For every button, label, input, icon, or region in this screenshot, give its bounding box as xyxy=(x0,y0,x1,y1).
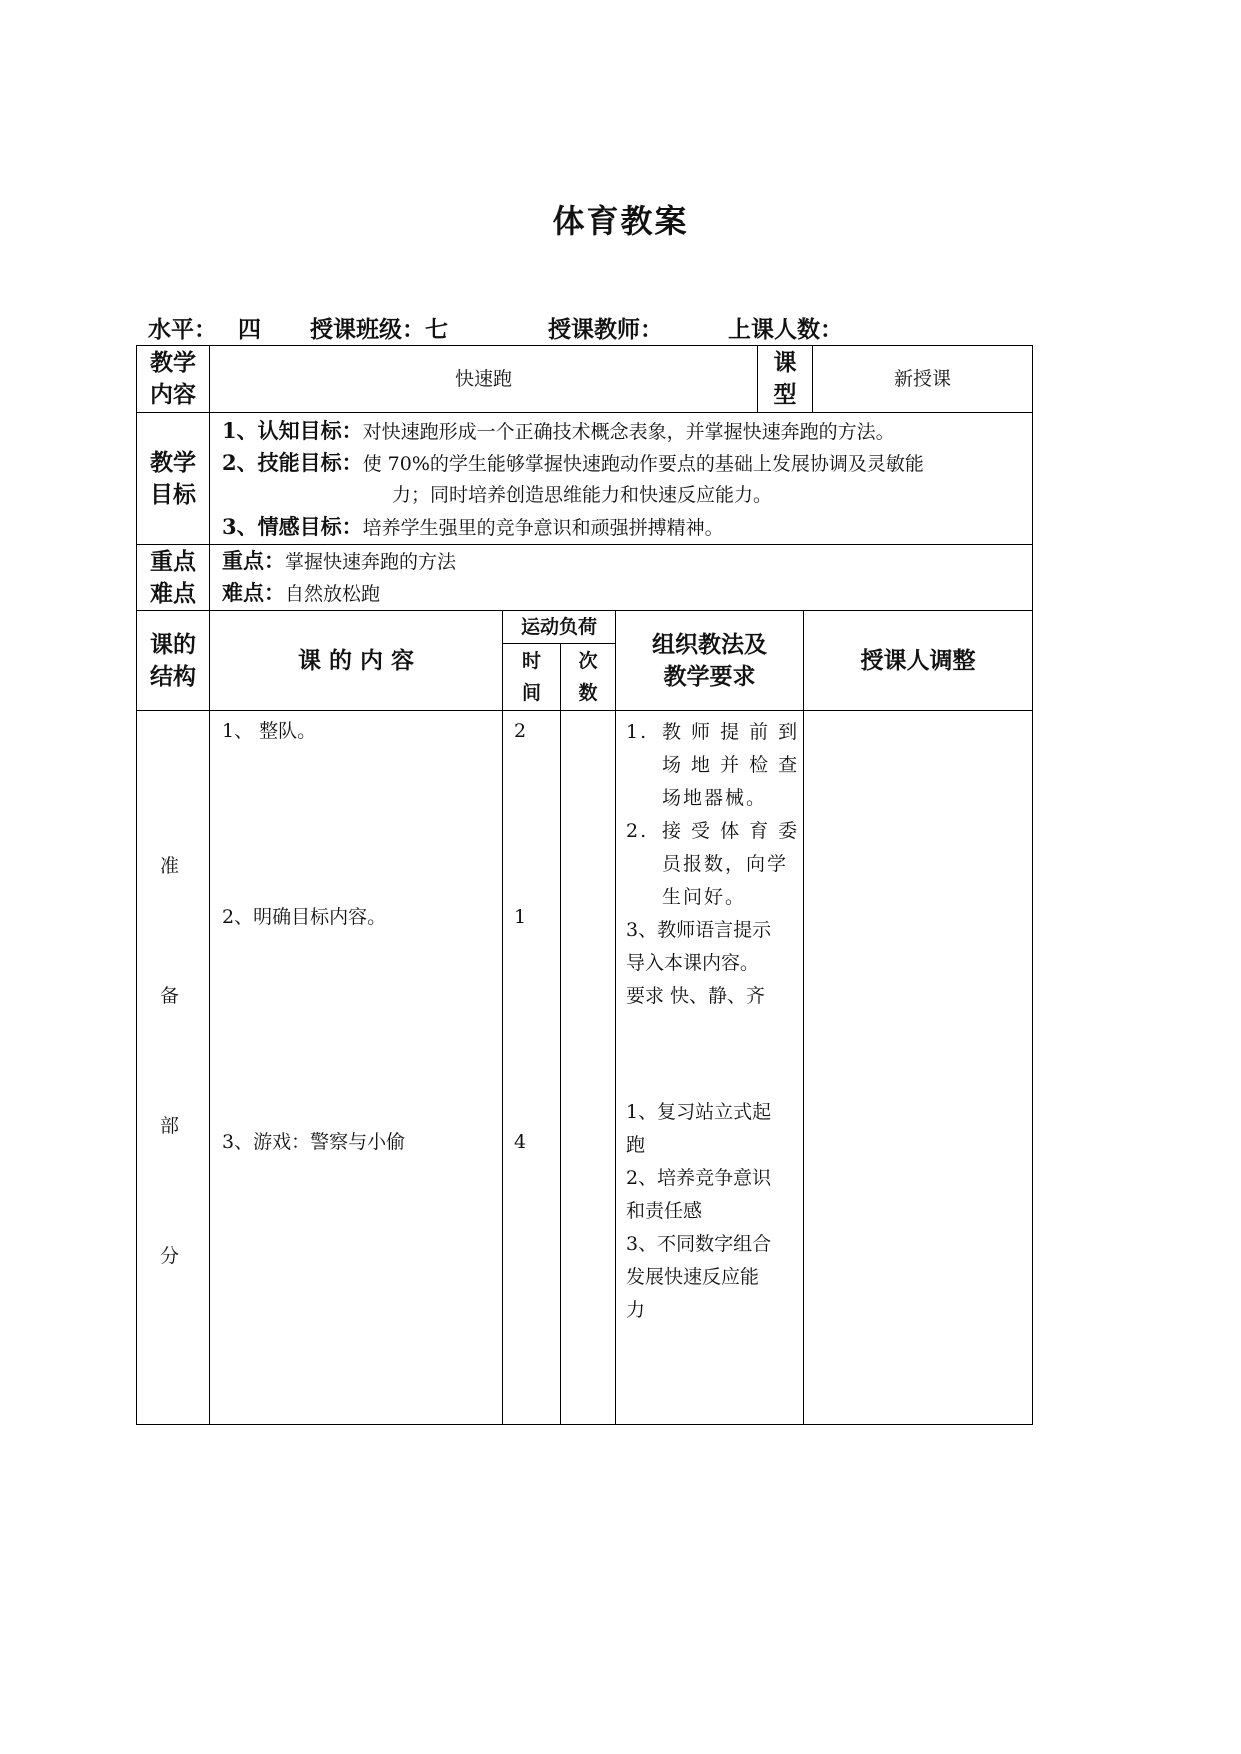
teacher-label: 授课教师： xyxy=(548,316,663,343)
section-name-char: 备 xyxy=(160,985,180,1007)
difficulty-text: 自然放松跑 xyxy=(285,583,381,605)
org-requirements-game xyxy=(626,1096,802,1327)
level-label: 水平： xyxy=(148,316,217,343)
org-header: 组织教法及教学要求 xyxy=(652,630,767,690)
count-label: 上课人数： xyxy=(728,316,843,343)
level-value: 四 xyxy=(238,316,261,343)
time-header: 时间 xyxy=(521,650,541,704)
org-line: 导入本课内容。 xyxy=(626,952,760,974)
page-title: 体育教案 xyxy=(552,202,689,240)
key-point-text: 掌握快速奔跑的方法 xyxy=(285,551,457,573)
goal-text: 使 70%的学生能够掌握快速跑动作要点的基础上发展协调及灵敏能 xyxy=(362,453,924,475)
org-paragraph xyxy=(626,716,802,815)
structure-header: 课的结构 xyxy=(150,630,196,690)
org-line: 力 xyxy=(626,1299,646,1321)
org-line: 2、培养竞争意识 xyxy=(626,1167,772,1189)
time-value: 4 xyxy=(514,1131,527,1153)
org-line: 接 受 体 育 委 xyxy=(662,820,800,842)
content-value: 快速跑 xyxy=(454,368,512,390)
org-line: 3、不同数字组合 xyxy=(626,1233,772,1255)
content-label: 教学内容 xyxy=(150,349,196,408)
type-label: 课型 xyxy=(773,349,797,408)
goal-label: 1、认知目标： xyxy=(222,418,363,443)
section-name-char: 准 xyxy=(160,855,180,877)
org-line: 要求 快、静、齐 xyxy=(626,985,766,1007)
org-line: 场地器械。 xyxy=(662,787,768,809)
org-line: 发展快速反应能 xyxy=(626,1266,760,1288)
org-line: 场 地 并 检 查 xyxy=(662,754,800,776)
content-header: 课 的 内 容 xyxy=(297,646,415,674)
org-line: 和责任感 xyxy=(626,1200,703,1222)
key-point-label: 重点： xyxy=(222,548,285,573)
content-item: 2、明确目标内容。 xyxy=(222,906,387,928)
goal-label: 3、情感目标： xyxy=(222,514,363,539)
class-label: 授课班级：七 xyxy=(310,316,448,343)
load-header: 运动负荷 xyxy=(520,616,597,638)
goal-item xyxy=(222,447,924,480)
content-item: 3、游戏：警察与小偷 xyxy=(222,1131,406,1153)
key-point xyxy=(222,545,456,578)
time-value: 2 xyxy=(514,720,527,742)
difficulty-point xyxy=(222,577,380,610)
time-value: 1 xyxy=(514,906,527,928)
org-line: 员报数，向学 xyxy=(662,853,789,875)
difficulty-label: 难点： xyxy=(222,580,285,605)
goal-text-continued: 力；同时培养创造思维能力和快速反应能力。 xyxy=(392,484,773,506)
org-line: 1、复习站立式起 xyxy=(626,1101,772,1123)
goal-text: 对快速跑形成一个正确技术概念表象，并掌握快速奔跑的方法。 xyxy=(362,421,895,443)
content-item: 1、 整队。 xyxy=(222,720,317,742)
section-name-char: 部 xyxy=(160,1115,180,1137)
org-number: 1. xyxy=(626,721,649,743)
type-value: 新授课 xyxy=(893,368,951,390)
org-number: 2. xyxy=(626,820,649,842)
section-name-char: 分 xyxy=(160,1245,180,1267)
org-paragraph xyxy=(626,815,802,914)
org-line: 教 师 提 前 到 xyxy=(662,721,800,743)
goal-item xyxy=(222,415,895,448)
goal-label: 2、技能目标： xyxy=(222,450,363,475)
org-paragraph xyxy=(626,914,802,1013)
key-label: 重点难点 xyxy=(150,547,196,607)
goals-label: 教学目标 xyxy=(150,448,196,508)
lesson-plan-table xyxy=(136,345,1033,1425)
org-line: 生问好。 xyxy=(662,886,747,908)
goal-item xyxy=(222,511,724,544)
org-requirements xyxy=(626,716,802,1013)
goal-text: 培养学生强里的竞争意识和顽强拼搏精神。 xyxy=(362,517,724,539)
adjust-header: 授课人调整 xyxy=(860,646,976,674)
count-header: 次数 xyxy=(578,650,598,704)
org-line: 3、教师语言提示 xyxy=(626,919,772,941)
org-line: 跑 xyxy=(626,1134,646,1156)
